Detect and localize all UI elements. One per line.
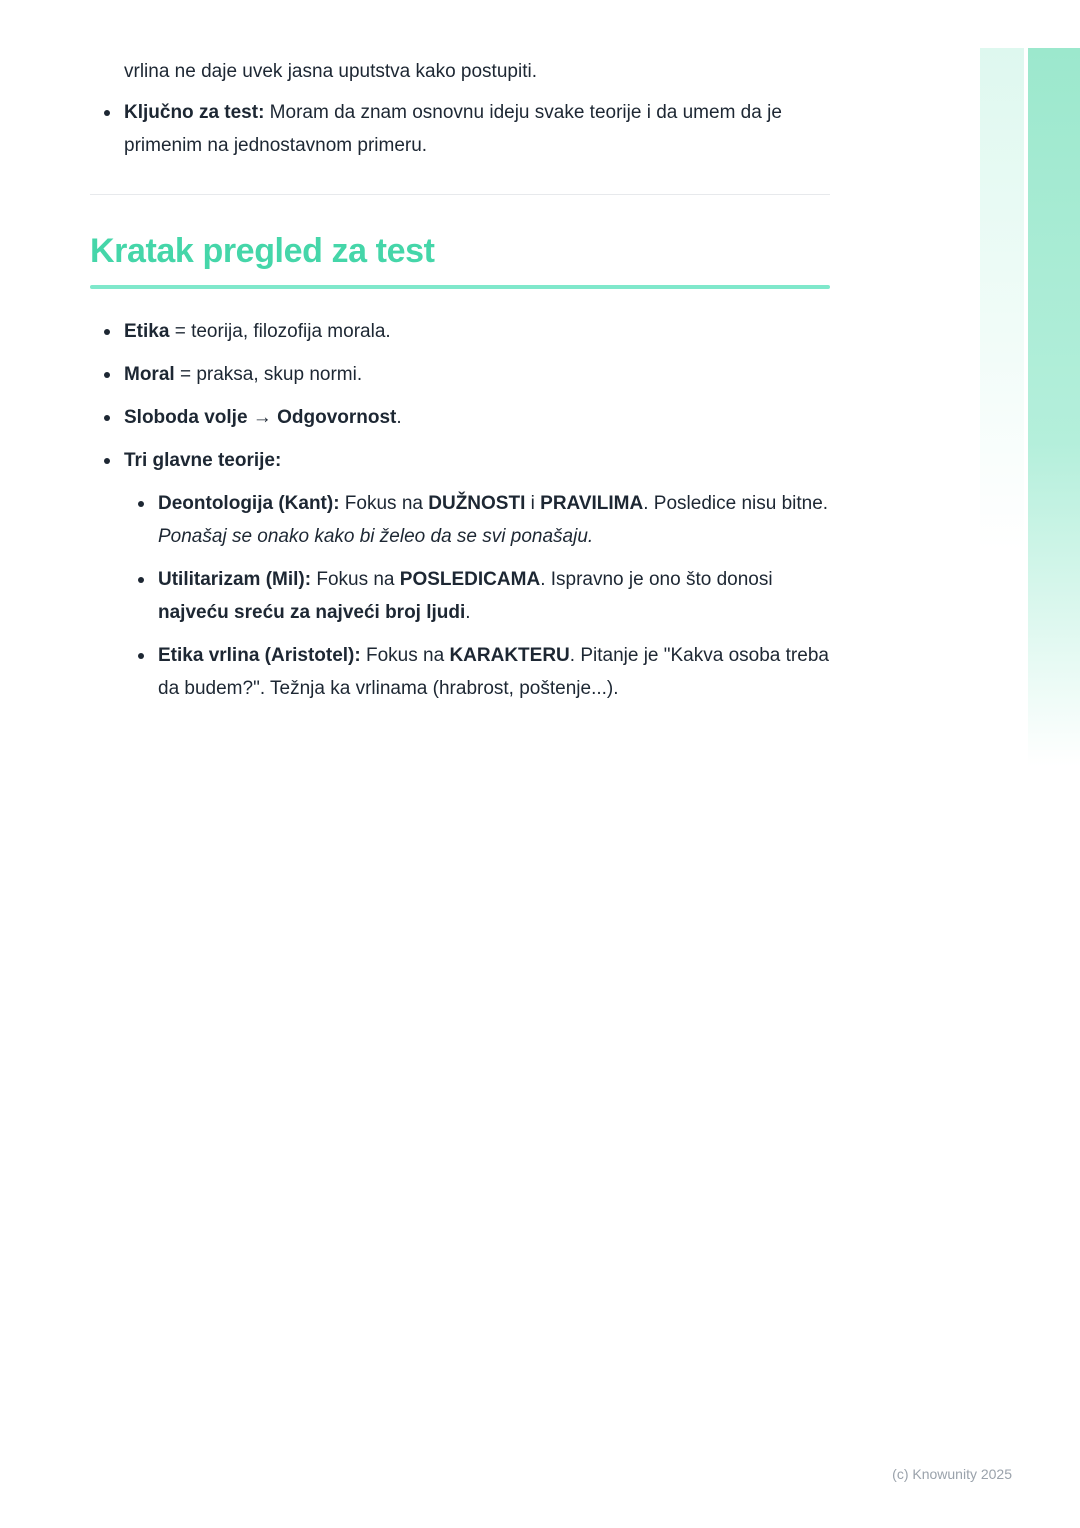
key-for-test-item — [124, 96, 830, 162]
text-segment: → — [247, 407, 278, 428]
text-segment: Fokus na — [311, 569, 400, 590]
gradient-band-light — [980, 48, 1024, 551]
summary-item — [124, 315, 830, 348]
section-title-underline — [90, 285, 830, 289]
text-segment: Fokus na — [360, 645, 450, 666]
text-segment: Sloboda volje — [124, 407, 248, 428]
text-segment: . Ispravno je ono što donosi — [540, 569, 773, 590]
page-content — [90, 0, 830, 715]
text-segment: KARAKTERU — [449, 645, 570, 666]
decorative-gradient-strip — [980, 48, 1080, 766]
text-segment: Etika vrlina (Aristotel): — [158, 645, 361, 666]
gradient-band-strong — [1028, 48, 1080, 766]
summary-subitem — [158, 487, 830, 553]
text-segment: Tri glavne teorije: — [124, 450, 282, 471]
text-segment: Moral — [124, 364, 175, 385]
summary-subitem — [158, 563, 830, 629]
summary-item — [124, 401, 830, 434]
text-segment: . — [465, 602, 471, 623]
section-divider — [90, 194, 830, 195]
text-segment: Ponašaj se onako kako bi želeo da se svi ponašaju. — [158, 526, 594, 547]
text-segment: PRAVILIMA — [540, 493, 644, 514]
text-segment: DUŽNOSTI — [428, 493, 526, 514]
text-segment: = teorija, filozofija morala. — [169, 321, 391, 342]
summary-sublist — [124, 487, 830, 705]
text-segment: Fokus na — [339, 493, 429, 514]
summary-list-container — [90, 315, 830, 705]
text-segment: . Posledice nisu bitne. — [643, 493, 829, 514]
section-title: Kratak pregled za test — [90, 232, 435, 270]
summary-item — [124, 444, 830, 705]
text-segment: = praksa, skup normi. — [174, 364, 363, 385]
text-segment: najveću sreću za najveći broj ljudi — [158, 602, 466, 623]
summary-item — [124, 358, 830, 391]
key-term-label: Ključno za test: — [124, 102, 265, 123]
continuation-text: vrlina ne daje uvek jasna uputstva kako postupiti. — [124, 61, 537, 82]
text-segment: . Pitanje je "Kakva osoba treba da budem?". Težnja ka vrlinama (hrabrost, poštenje...). — [158, 645, 829, 699]
intro-list — [90, 96, 830, 162]
text-segment: Utilitarizam (Mil): — [158, 569, 312, 590]
summary-list — [90, 315, 830, 705]
text-segment: Deontologija (Kant): — [158, 493, 340, 514]
text-segment: . — [396, 407, 402, 428]
text-segment: POSLEDICAMA — [399, 569, 541, 590]
key-term-text: Moram da znam osnovnu ideju svake teorije i da umem da je primenim na jednostavnom primeru. — [124, 102, 782, 156]
text-segment: Etika — [124, 321, 170, 342]
text-segment: Odgovornost — [277, 407, 397, 428]
footer-copyright: (c) Knowunity 2025 — [892, 1466, 1012, 1482]
summary-subitem — [158, 639, 830, 705]
text-segment: i — [525, 493, 541, 514]
